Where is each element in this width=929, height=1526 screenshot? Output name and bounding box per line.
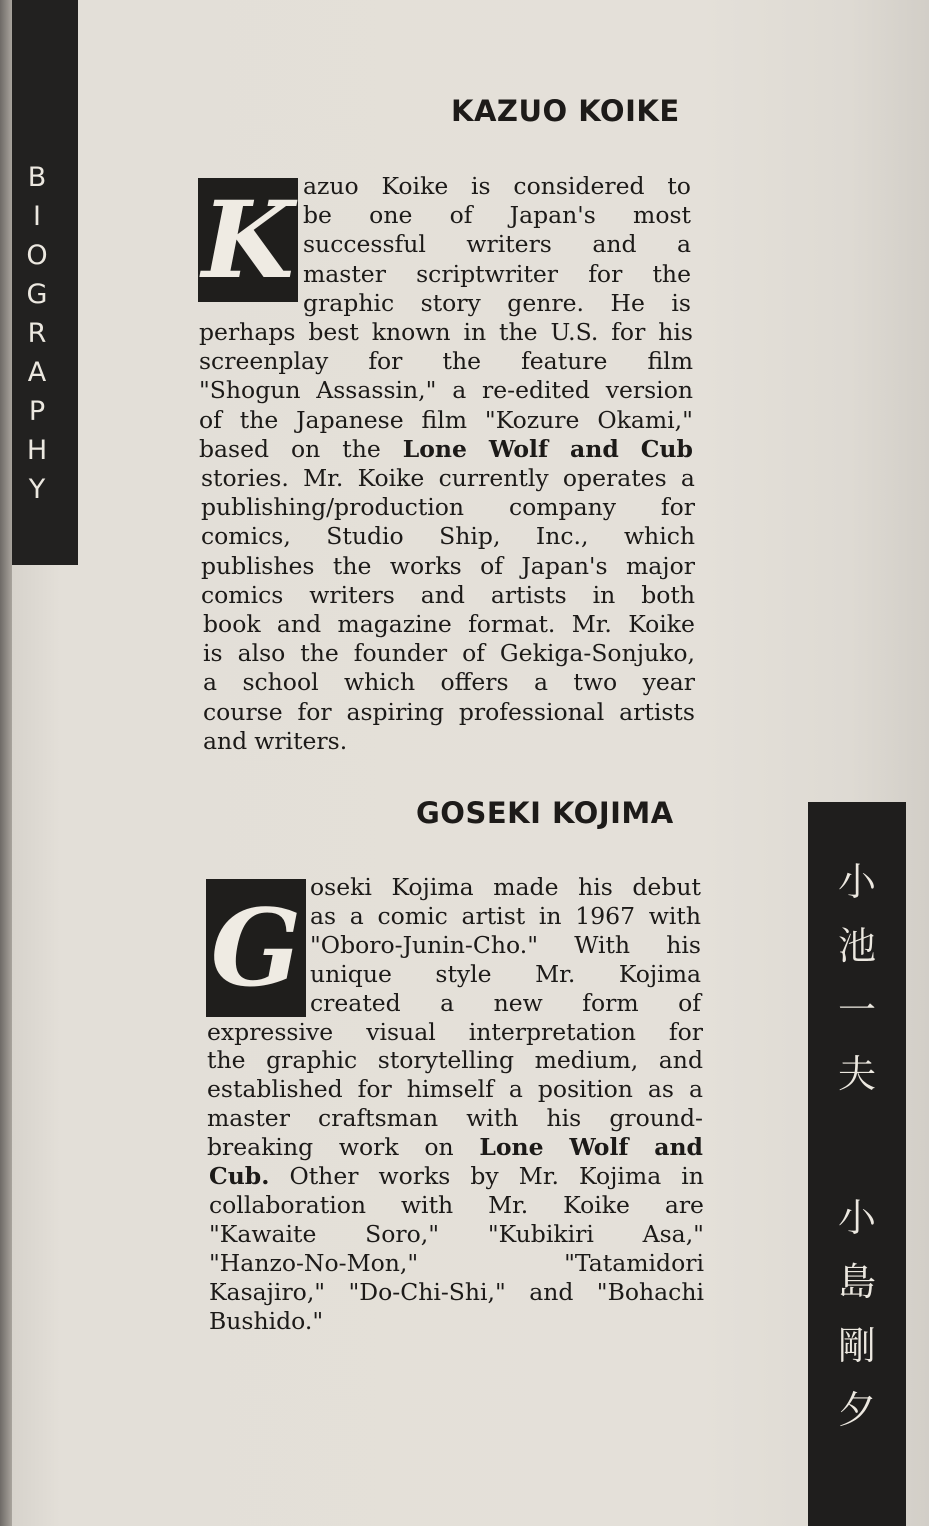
text-line: "Shogun Assassin," a re-edited version (199, 376, 693, 405)
kojima-kanji: 島 (837, 1260, 876, 1304)
text-line: Kasajiro," "Do-Chi-Shi," and "Bohachi (209, 1277, 704, 1306)
bio-letter: G (26, 279, 48, 310)
bio-letter: A (27, 357, 47, 388)
page-gutter (0, 0, 12, 1526)
kojima-kanji: 剛 (837, 1324, 876, 1368)
text-line: comics, Studio Ship, Inc., which (201, 522, 695, 551)
kojima-heading: GOSEKI KOJIMA (416, 796, 674, 830)
koike-kanji: 小 (837, 860, 876, 904)
text-line: based on the Lone Wolf and Cub (199, 434, 693, 463)
text-line: and writers. (203, 726, 348, 755)
text-line: Bushido." (209, 1306, 324, 1335)
text-line: established for himself a position as a (207, 1075, 703, 1104)
text-line: Cub. Other works by Mr. Kojima in (209, 1162, 704, 1190)
bio-letter: H (26, 435, 48, 466)
text-line: unique style Mr. Kojima (310, 959, 701, 988)
text-line: master scriptwriter for the (303, 259, 691, 288)
text-line: successful writers and a (303, 230, 691, 259)
text-line: as a comic artist in 1967 with (310, 901, 701, 930)
kojima-kanji: 小 (837, 1196, 876, 1240)
bio-letter: I (33, 201, 41, 232)
text-line: oseki Kojima made his debut (310, 873, 701, 901)
text-line: graphic story genre. He is (303, 288, 691, 317)
text-line: created a new form of (310, 988, 701, 1017)
koike-kanji: 夫 (837, 1052, 876, 1096)
text-line: the graphic storytelling medium, and (207, 1046, 703, 1075)
text-line: comics writers and artists in both (201, 580, 695, 609)
text-line: a school which offers a two year (203, 668, 695, 697)
text-line: expressive visual interpretation for (207, 1017, 703, 1046)
text-line: collaboration with Mr. Koike are (209, 1190, 704, 1219)
text-line: "Kawaite Soro," "Kubikiri Asa," (209, 1219, 704, 1248)
text-line: is also the founder of Gekiga-Sonjuko, (203, 639, 695, 668)
text-line: of the Japanese film "Kozure Okami," (199, 405, 693, 434)
bio-letter: O (26, 240, 48, 271)
text-line: perhaps best known in the U.S. for his (199, 318, 693, 346)
text-line: publishing/production company for (201, 493, 695, 522)
biography-vertical-label (12, 158, 62, 509)
text-line: breaking work on Lone Wolf and (207, 1133, 703, 1162)
text-line: master craftsman with his ground- (207, 1104, 703, 1133)
kojima-kanji: 夕 (837, 1388, 876, 1432)
bio-letter: P (28, 396, 46, 427)
japanese-names-vertical (808, 850, 906, 1442)
text-line: book and magazine format. Mr. Koike (203, 610, 695, 638)
koike-kanji: 池 (837, 924, 876, 968)
bio-letter: R (27, 318, 47, 349)
kojima-drop-cap: G (206, 879, 306, 1017)
text-line: "Oboro-Junin-Cho." With his (310, 930, 701, 959)
koike-drop-cap: K (198, 178, 298, 302)
text-line: "Hanzo-No-Mon," "Tatamidori (209, 1248, 704, 1277)
text-line: azuo Koike is considered to (303, 172, 691, 200)
text-line: stories. Mr. Koike currently operates a (201, 464, 695, 492)
text-line: be one of Japan's most (303, 201, 691, 230)
text-line: screenplay for the feature film (199, 347, 693, 376)
text-line: course for aspiring professional artists (203, 697, 695, 726)
bio-letter: B (27, 162, 47, 193)
bio-letter: Y (28, 474, 46, 505)
text-line: publishes the works of Japan's major (201, 551, 695, 580)
koike-kanji: 一 (837, 988, 876, 1032)
koike-heading: KAZUO KOIKE (451, 94, 680, 128)
